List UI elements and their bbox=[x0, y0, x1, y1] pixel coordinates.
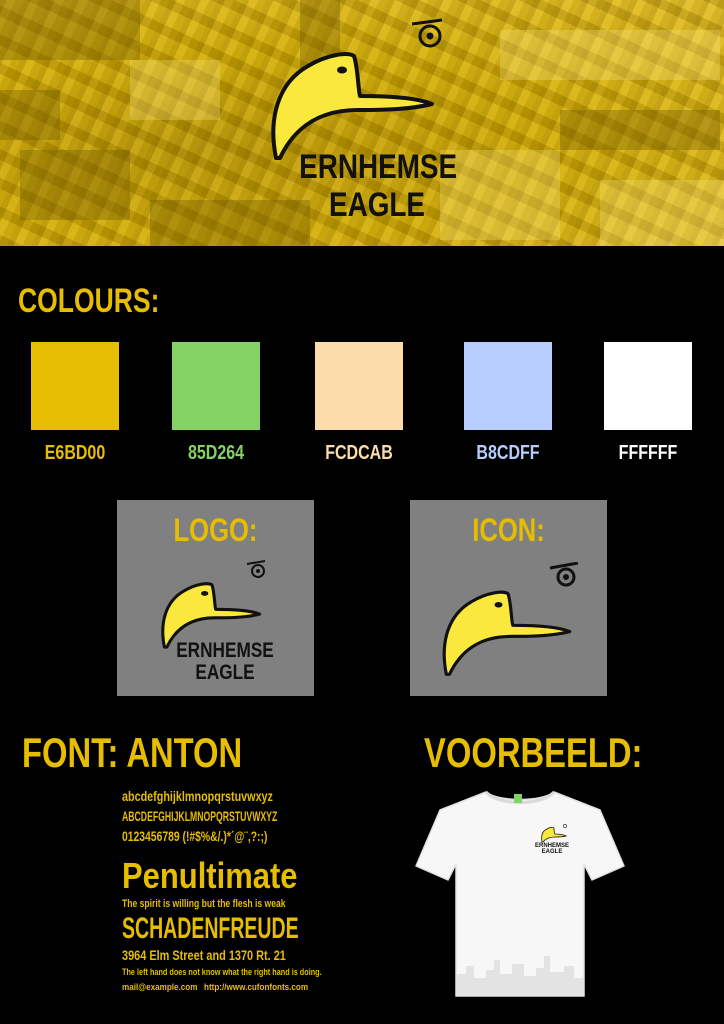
example-heading: VOORBEELD: bbox=[424, 729, 643, 776]
shirt-brand-line2: EAGLE bbox=[541, 849, 563, 855]
eye-icon bbox=[410, 18, 446, 50]
swatch-1 bbox=[31, 342, 119, 430]
font-sample-email: mail@example.com bbox=[122, 982, 198, 992]
hero-banner bbox=[0, 0, 724, 246]
shirt-brand-line1: ERNHEMSE bbox=[534, 843, 569, 849]
brand-name-line1: ERNHEMSE bbox=[299, 148, 458, 186]
swatch-1-hex: E6BD00 bbox=[44, 442, 106, 464]
font-sample-address: 3964 Elm Street and 1370 Rt. 21 bbox=[122, 947, 286, 963]
swatch-2-hex: 85D264 bbox=[187, 442, 245, 464]
font-sample-sentence2: The left hand does not know what the right hand is doing. bbox=[122, 967, 322, 977]
eagle-icon bbox=[440, 586, 576, 682]
swatch-2 bbox=[172, 342, 260, 430]
swatch-4 bbox=[464, 342, 552, 430]
colours-heading: COLOURS: bbox=[18, 282, 160, 320]
logo-panel-title: LOGO: bbox=[173, 512, 258, 548]
font-heading: FONT: ANTON bbox=[22, 729, 243, 776]
font-sample-word1: Penultimate bbox=[122, 855, 298, 896]
swatch-5-hex: FFFFFF bbox=[618, 442, 678, 464]
logo-panel bbox=[117, 500, 314, 696]
font-sample-sentence1: The spirit is willing but the flesh is weak bbox=[122, 898, 286, 910]
font-uppercase: ABCDEFGHIJKLMNOPQRSTUVWXYZ bbox=[122, 808, 278, 824]
logo-brand-line2: EAGLE bbox=[195, 661, 255, 684]
swatch-3 bbox=[315, 342, 403, 430]
font-sample-url: http://www.cufonfonts.com bbox=[204, 982, 309, 992]
eye-icon bbox=[245, 560, 269, 580]
brand-name-line2: EAGLE bbox=[328, 186, 426, 224]
tshirt-mockup bbox=[414, 788, 626, 998]
font-digits: 0123456789 (!#$%&/.)*´@¨,?:;) bbox=[122, 828, 268, 844]
swatch-4-hex: B8CDFF bbox=[476, 442, 540, 464]
font-sample-word2: SCHADENFREUDE bbox=[122, 912, 299, 945]
icon-panel-title: ICON: bbox=[472, 512, 545, 548]
swatch-5 bbox=[604, 342, 692, 430]
swatch-3-hex: FCDCAB bbox=[325, 442, 393, 464]
logo-brand-line1: ERNHEMSE bbox=[176, 639, 274, 662]
icon-panel bbox=[410, 500, 607, 696]
font-lowercase: abcdefghijklmnopqrstuvwxyz bbox=[122, 788, 273, 804]
eye-icon bbox=[548, 562, 582, 588]
